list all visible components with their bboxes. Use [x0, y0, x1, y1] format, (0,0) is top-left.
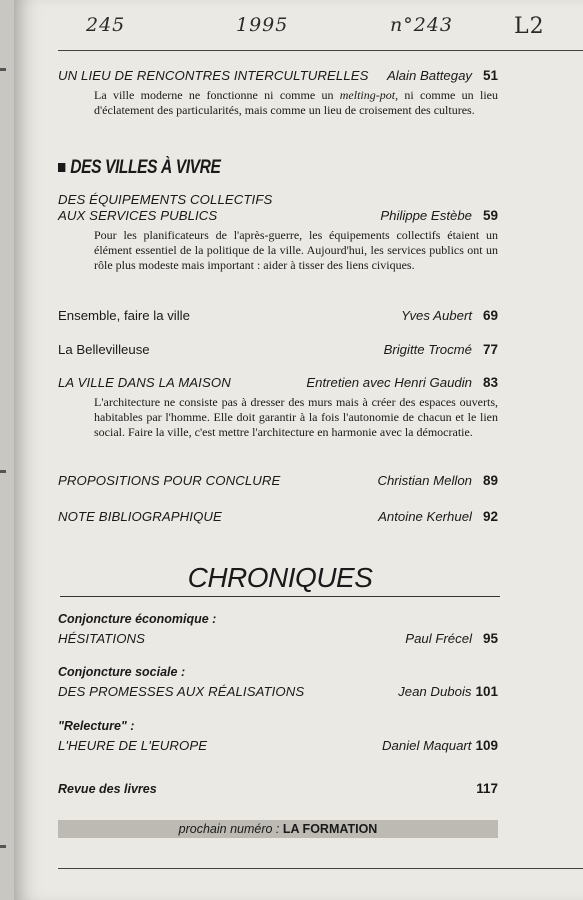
chronique-entry	[58, 665, 498, 701]
entry-page: 92	[482, 509, 498, 524]
entry-page: 69	[482, 308, 498, 323]
entry-page: 51	[482, 68, 498, 83]
next-issue-label: prochain numéro :	[178, 822, 283, 836]
chronique-rubric: "Relecture" :	[58, 719, 135, 733]
entry-title: PROPOSITIONS POUR CONCLURE	[58, 473, 281, 488]
revue-page: 117	[476, 781, 498, 796]
entry-description: La ville moderne ne fonctionne ni comme un melting-pot, ni comme un lieu d'éclatement des particularités, mais comme un lieu de croisement des cultures.	[94, 88, 498, 117]
handwritten-note-year: 1995	[236, 14, 289, 36]
top-rule	[58, 50, 583, 51]
chronique-title: HÉSITATIONS	[58, 631, 146, 646]
entry-page: 83	[482, 375, 498, 390]
chronique-title: L'HEURE DE L'EUROPE	[58, 738, 208, 753]
entry-title: NOTE BIBLIOGRAPHIQUE	[58, 509, 222, 524]
chronique-entry	[58, 719, 498, 755]
chronique-title: DES PROMESSES AUX RÉALISATIONS	[58, 684, 305, 699]
handwritten-note-number: n°243	[390, 14, 454, 36]
chronique-author: Daniel Maquart	[382, 738, 472, 753]
entry-author: Brigitte Trocmé	[383, 342, 472, 357]
next-issue-banner	[58, 820, 498, 838]
entry-author: Alain Battegay	[386, 68, 472, 83]
entry-title-line2: AUX SERVICES PUBLICS	[58, 208, 218, 223]
entry-page: 59	[482, 208, 498, 223]
book-page	[14, 0, 583, 900]
entry-title: UN LIEU DE RENCONTRES INTERCULTURELLES	[58, 68, 369, 83]
chroniques-heading: CHRONIQUES	[187, 562, 373, 593]
toc-entry	[58, 192, 498, 272]
bottom-rule	[58, 868, 583, 869]
entry-description: Pour les planificateurs de l'après-guerre, les équipements collectifs étaient un élément essentiel de la politique de la ville. Aujourd'hui, les services publics ont un rôle plus modeste mais important : aider à tisser des liens civiques.	[94, 228, 498, 272]
entry-author: Christian Mellon	[377, 473, 472, 488]
chronique-rubric: Conjoncture sociale :	[58, 665, 186, 679]
next-issue-topic: LA FORMATION	[282, 822, 378, 836]
entry-title: Ensemble, faire la ville	[58, 308, 190, 323]
entry-title: La Bellevilleuse	[58, 342, 150, 357]
entry-author: Antoine Kerhuel	[378, 509, 472, 524]
toc-entry	[58, 307, 498, 325]
bullet-square-icon	[58, 163, 65, 172]
entry-title-line1: DES ÉQUIPEMENTS COLLECTIFS	[58, 192, 273, 207]
entry-description: L'architecture ne consiste pas à dresser des murs mais à créer des espaces ouverts, habitables par l'homme. Elle doit garantir à la fois l'autonomie de chacun et le lien social. Faire la ville, c'est mettre l'architecture en harmonie avec la démocratie.	[94, 395, 498, 439]
chronique-author: Jean Dubois	[398, 684, 472, 699]
binding-mark	[0, 68, 6, 71]
toc-entry	[58, 508, 498, 526]
revue-entry	[58, 781, 498, 796]
chroniques-rule	[60, 596, 500, 597]
chronique-page: 101	[475, 684, 498, 699]
entry-page: 89	[482, 473, 498, 488]
entry-author: Yves Aubert	[401, 308, 472, 323]
chronique-entry	[58, 612, 498, 648]
toc-entry	[58, 67, 498, 118]
chronique-page: 95	[482, 631, 498, 646]
chronique-rubric: Conjoncture économique :	[58, 612, 217, 626]
binding-mark	[0, 845, 6, 848]
entry-author: Entretien avec Henri Gaudin	[306, 375, 472, 390]
chronique-author: Paul Frécel	[405, 631, 472, 646]
revue-label: Revue des livres	[58, 782, 157, 796]
entry-page: 77	[482, 342, 498, 357]
toc-entry	[58, 341, 498, 359]
entry-author: Philippe Estèbe	[380, 208, 472, 223]
handwritten-note-245: 245	[86, 14, 126, 36]
entry-title: LA VILLE DANS LA MAISON	[58, 375, 231, 390]
binding-mark	[0, 470, 6, 473]
toc-entry	[58, 374, 498, 439]
chronique-page: 109	[475, 738, 498, 753]
handwritten-note-corner: L2	[514, 14, 545, 39]
toc-entry	[58, 472, 498, 490]
section-heading: DES VILLES À VIVRE	[58, 157, 220, 179]
